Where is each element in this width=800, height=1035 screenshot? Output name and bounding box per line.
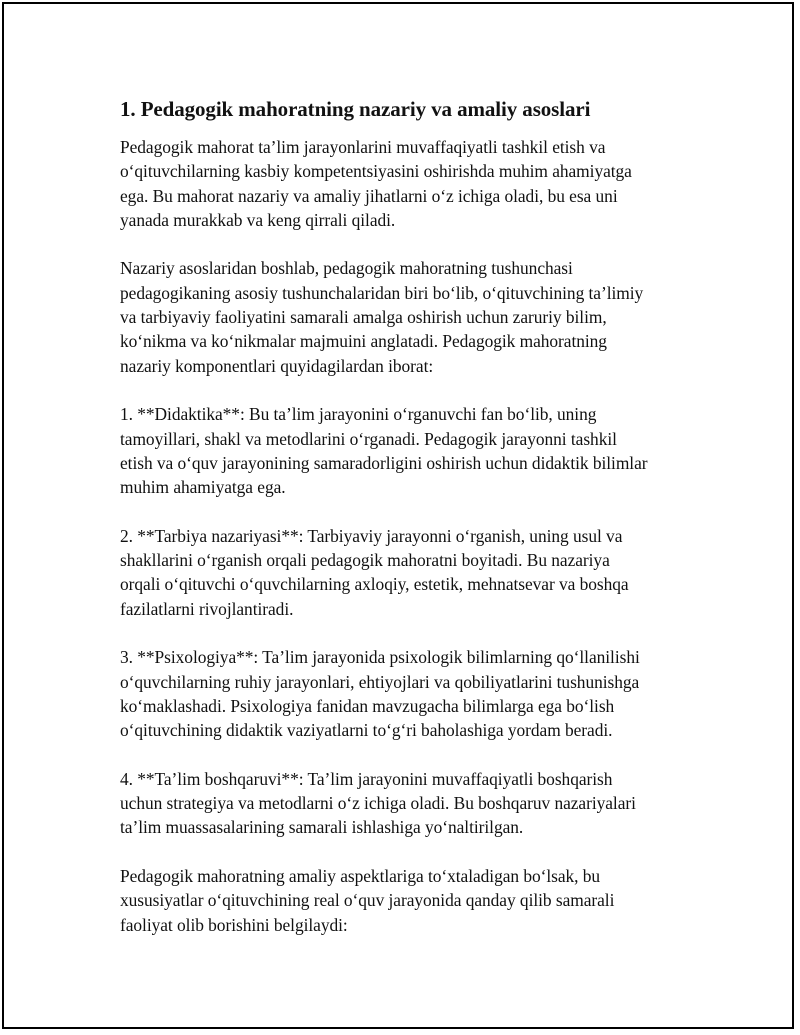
page-frame bbox=[2, 2, 794, 1029]
list-item-didaktika: 1. **Didaktika**: Bu ta’lim jarayonini o‘rganuvchi fan bo‘lib, uning tamoyillari, shakl va metodlarini o‘rganadi. Pedagogik jarayonni tashkil etish va o‘quv jarayonining samaradorligini oshirish uchun didaktik bilimlar muhim ahamiyatga ega. bbox=[120, 404, 648, 498]
practice-paragraph: Pedagogik mahoratning amaliy aspektlariga to‘xtaladigan bo‘lsak, bu xususiyatlar o‘qituvchining real o‘quv jarayonida qanday qilib samarali faoliyat olib borishini belgilaydi: bbox=[120, 865, 615, 935]
list-item-talim-boshqaruvi: 4. **Ta’lim boshqaruvi**: Ta’lim jarayonini muvaffaqiyatli boshqarish uchun strategiya va metodlarni o‘z ichiga oladi. Bu boshqaruv nazariyalari ta’lim muassasalarining samarali ishlashiga yo‘naltirilgan. bbox=[120, 768, 636, 838]
list-item-psixologiya: 3. **Psixologiya**: Ta’lim jarayonida psixologik bilimlarning qo‘llanilishi o‘quvchilarning ruhiy jarayonlari, ehtiyojlari va qobiliyatlarini tushunishga ko‘maklashadi. Psixologiya fanidan mavzugacha bilimlarga ega bo‘lish o‘qituvchining didaktik vaziyatlarni to‘g‘ri baholashiga yordam beradi. bbox=[120, 647, 640, 741]
list-item-tarbiya-nazariyasi: 2. **Tarbiya nazariyasi**: Tarbiyaviy jarayonni o‘rganish, uning usul va shakllarini o‘rganish orqali pedagogik mahoratni boyitadi. Bu nazariya orqali o‘qituvchi o‘quvchilarning axloqiy, estetik, mehnatsevar va boshqa fazilatlarni rivojlantiradi. bbox=[120, 525, 629, 619]
intro-paragraph: Pedagogik mahorat ta’lim jarayonlarini muvaffaqiyatli tashkil etish va o‘qituvchilarning kasbiy kompetentsiyasini oshirishda muhim ahamiyatga ega. Bu mahorat nazariy va amaliy jihatlarni o‘z ichiga oladi, bu esa uni yanada murakkab va keng qirrali qiladi. bbox=[120, 137, 632, 230]
section-heading: 1. Pedagogik mahoratning nazariy va amaliy asoslari bbox=[120, 97, 591, 121]
theory-paragraph: Nazariy asoslaridan boshlab, pedagogik mahoratning tushunchasi pedagogikaning asosiy tushunchalaridan biri bo‘lib, o‘qituvchining ta’limiy va tarbiyaviy faoliyatini samarali amalga oshirish uchun zaruriy bilim, ko‘nikma va ko‘nikmalar majmuini anglatadi. Pedagogik mahoratning nazariy komponentlari quyidagilardan iborat: bbox=[120, 258, 644, 376]
document-body bbox=[120, 95, 695, 961]
